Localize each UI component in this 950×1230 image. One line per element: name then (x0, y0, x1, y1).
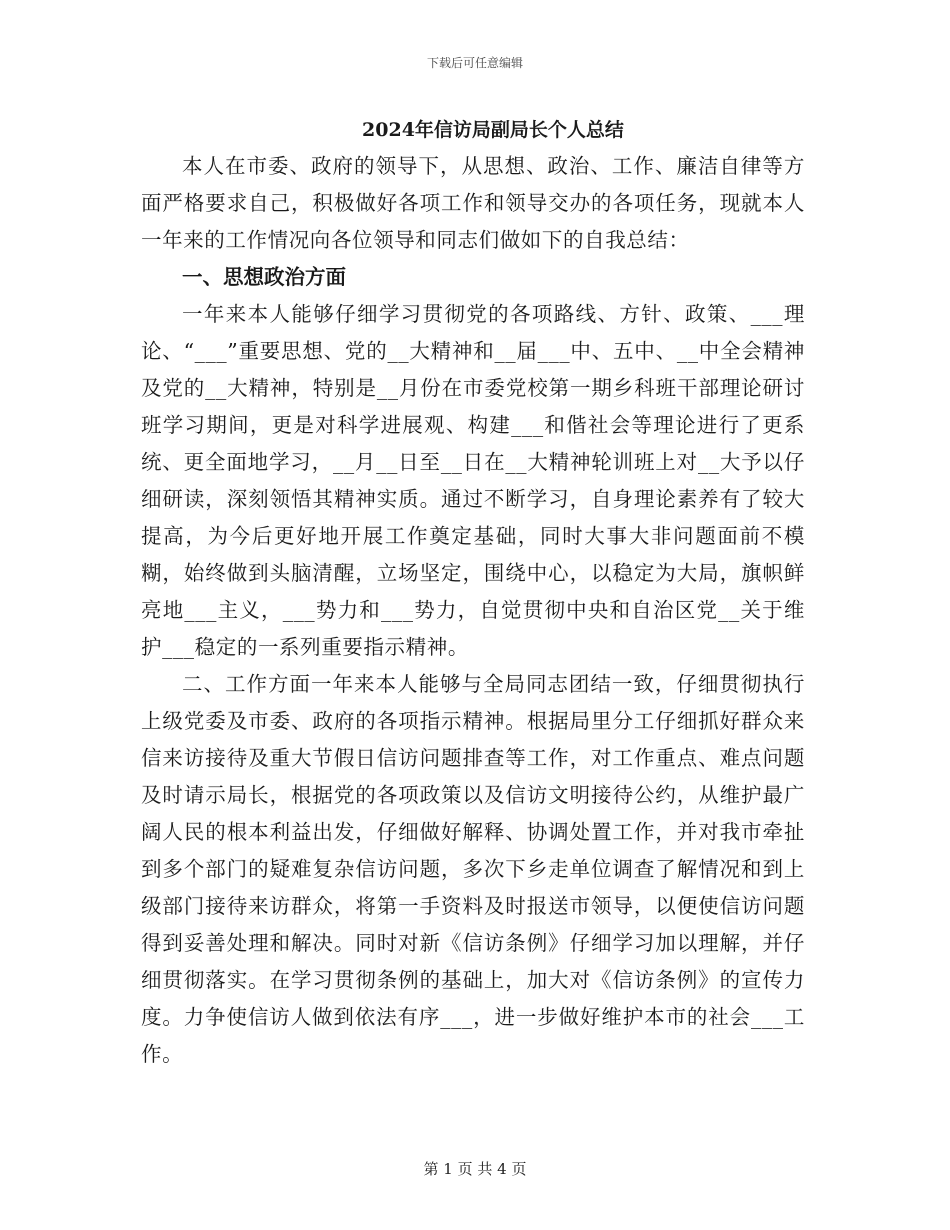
document-body (141, 112, 805, 1073)
section-heading-ideology: 一、思想政治方面 (182, 265, 346, 289)
section-ideology-paragraph: 一年来本人能够仔细学习贯彻党的各项路线、方针、政策、___理论、“___”重要思想、党的__大精神和__届___中、五中、__中全会精神及党的__大精神，特别是__月份在市委党校第一期乡科班干部理论研讨班学习期间，更是对科学进展观、构建___和偕社会等理论进行了更系统、更全面地学习，__月__日至__日在__大精神轮训班上对__大予以仔细研读，深刻领悟其精神实质。通过不断学习，自身理论素养有了较大提高，为今后更好地开展工作奠定基础，同时大事大非问题面前不模糊，始终做到头脑清醒，立场坚定，围绕中心，以稳定为大局，旗帜鲜亮地___主义，___势力和___势力，自觉贯彻中央和自治区党__关于维护___稳定的一系列重要指示精神。 (141, 302, 805, 659)
page-number: 第 1 页 共 4 页 (423, 1160, 527, 1178)
intro-paragraph: 本人在市委、政府的领导下，从思想、政治、工作、廉洁自律等方面严格要求自己，积极做好各项工作和领导交办的各项任务，现就本人一年来的工作情况向各位领导和同志们做如下的自我总结： (141, 154, 805, 252)
header-note: 下载后可任意编辑 (426, 56, 523, 70)
section-work-paragraph: 二、工作方面一年来本人能够与全局同志团结一致，仔细贯彻执行上级党委及市委、政府的各项指示精神。根据局里分工仔细抓好群众来信来访接待及重大节假日信访问题排查等工作，对工作重点、难点问题及时请示局长，根据党的各项政策以及信访文明接待公约，从维护最广阔人民的根本利益出发，仔细做好解释、协调处置工作，并对我市牵扯到多个部门的疑难复杂信访问题，多次下乡走单位调查了解情况和到上级部门接待来访群众，将第一手资料及时报送市领导，以便使信访问题得到妥善处理和解决。同时对新《信访条例》仔细学习加以理解，并仔细贯彻落实。在学习贯彻条例的基础上，加大对《信访条例》的宣传力度。力争使信访人做到依法有序___，进一步做好维护本市的社会___工作。 (141, 672, 805, 1066)
document-title: 2024年信访局副局长个人总结 (362, 119, 624, 141)
